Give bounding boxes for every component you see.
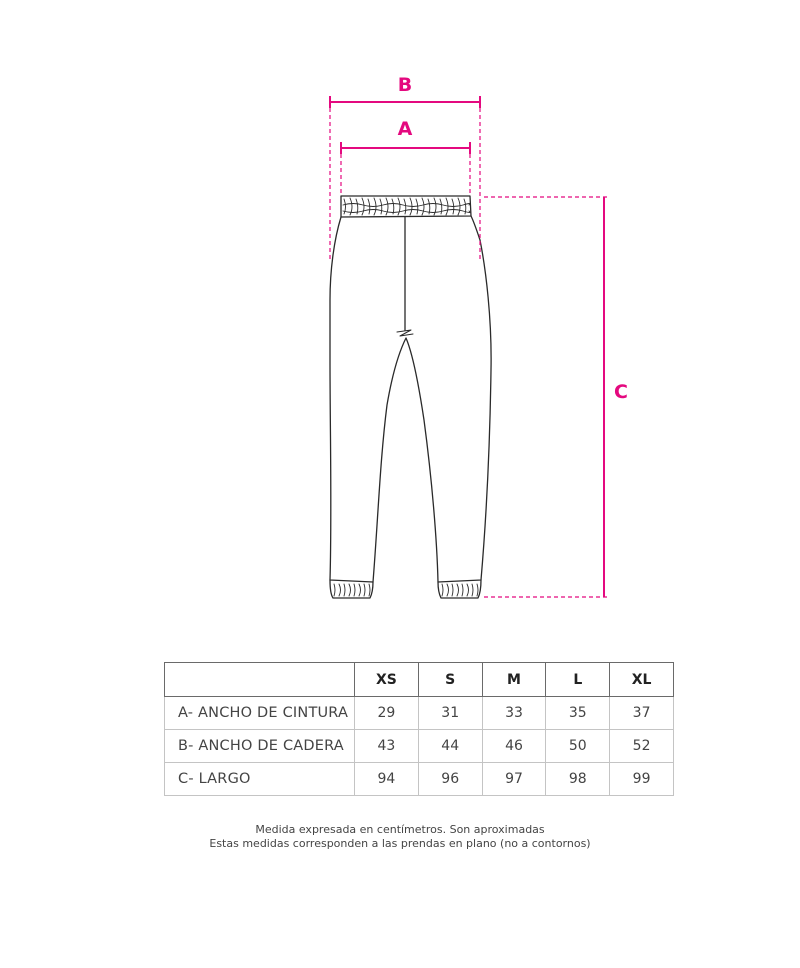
measure-a	[341, 142, 470, 196]
right-cuff	[438, 580, 481, 598]
table-cell: 29	[355, 697, 419, 730]
size-header: S	[418, 663, 482, 697]
table-cell: 44	[418, 730, 482, 763]
label-c: C	[614, 381, 628, 403]
size-header: M	[482, 663, 546, 697]
table-row	[165, 763, 674, 796]
row-label: C- LARGO	[165, 763, 355, 796]
size-header: XS	[355, 663, 419, 697]
table-cell: 37	[610, 697, 674, 730]
table-cell: 50	[546, 730, 610, 763]
table-header-row	[165, 663, 674, 697]
table-cell: 46	[482, 730, 546, 763]
waistband-gathers	[343, 198, 470, 215]
table-cell: 98	[546, 763, 610, 796]
table-cell: 31	[418, 697, 482, 730]
row-label: A- ANCHO DE CINTURA	[165, 697, 355, 730]
note-line-1: Medida expresada en centímetros. Son aproximadas	[255, 823, 545, 836]
table-cell: 97	[482, 763, 546, 796]
table-cell: 33	[482, 697, 546, 730]
table-cell: 96	[418, 763, 482, 796]
table-cell: 35	[546, 697, 610, 730]
table-cell: 52	[610, 730, 674, 763]
row-label: B- ANCHO DE CADERA	[165, 730, 355, 763]
size-table	[164, 662, 674, 796]
pants-body-outline	[330, 216, 491, 582]
label-b: B	[397, 74, 413, 96]
measure-c	[484, 197, 610, 597]
size-header: XL	[610, 663, 674, 697]
label-a: A	[397, 118, 413, 140]
size-header: L	[546, 663, 610, 697]
left-cuff	[330, 580, 373, 598]
cuff-gathers	[334, 584, 478, 596]
note-line-2: Estas medidas corresponden a las prendas en plano (no a contornos)	[209, 837, 591, 850]
table-row	[165, 730, 674, 763]
header-empty-cell	[165, 663, 355, 697]
table-cell: 43	[355, 730, 419, 763]
crotch-detail	[397, 330, 413, 336]
table-row	[165, 697, 674, 730]
pants-drawing	[330, 196, 491, 598]
table-cell: 99	[610, 763, 674, 796]
table-cell: 94	[355, 763, 419, 796]
